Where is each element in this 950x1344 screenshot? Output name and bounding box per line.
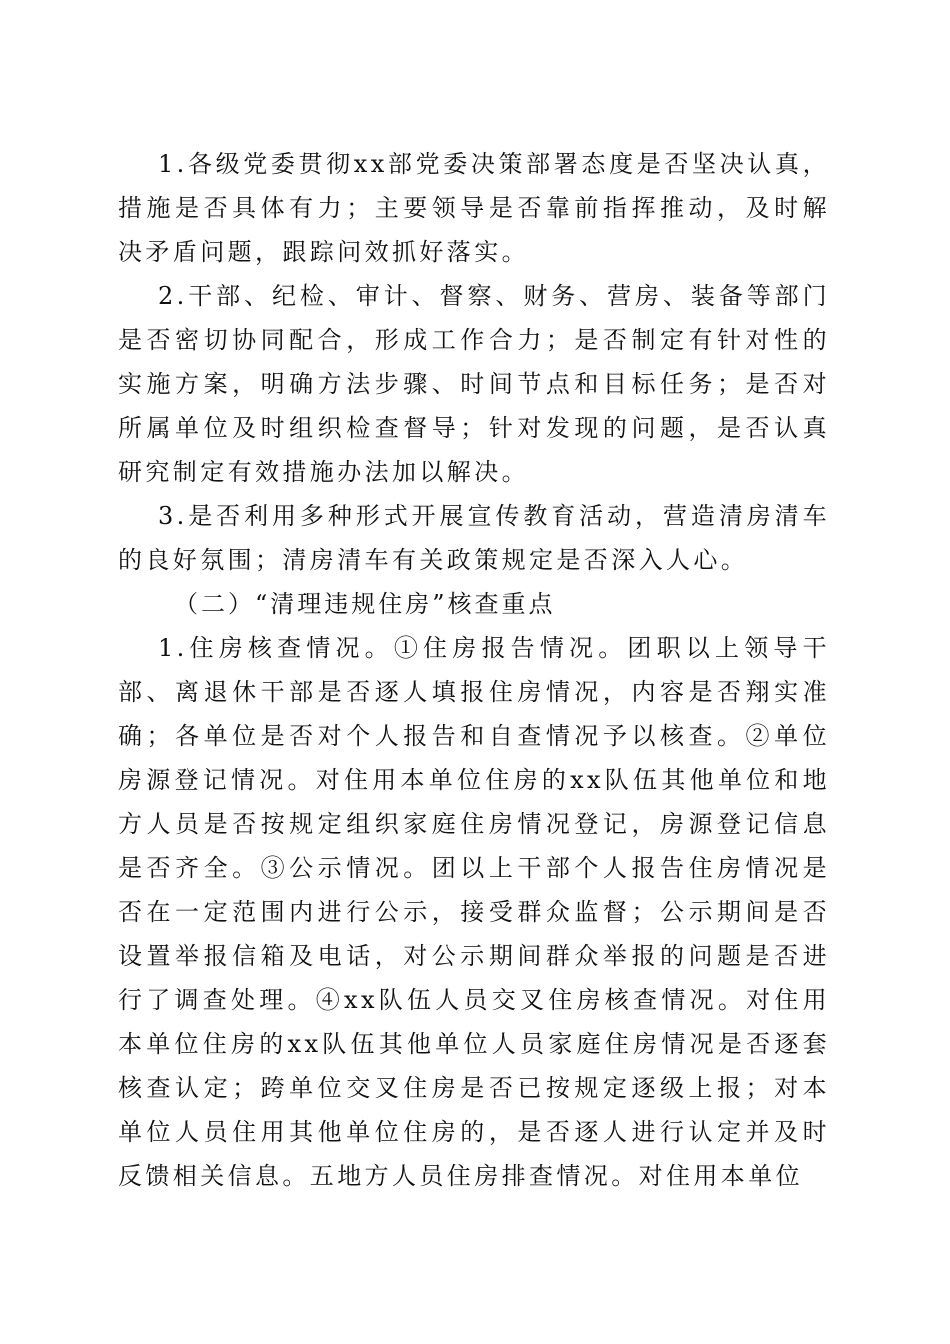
section-heading: （二）“清理违规住房”核查重点 xyxy=(174,590,556,618)
paragraph-2: 2.干部、纪检、审计、督察、财务、营房、装备等部门是否密切协同配合，形成工作合力；是否制定有针对性的实施方案，明确方法步骤、时间节点和目标任务；是否对所属单位及时组织检查督导；针对发现的问题，是否认真研究制定有效措施办法加以解决。 xyxy=(118,282,830,486)
paragraph-4: 1.住房核查情况。①住房报告情况。团职以上领导干部、离退休干部是否逐人填报住房情况，内容是否翔实准确；各单位是否对个人报告和自查情况予以核查。②单位房源登记情况。对住用本单位住房的xx队伍其他单位和地方人员是否按规定组织家庭住房情况登记，房源登记信息是否齐全。③公示情况。团以上干部个人报告住房情况是否在一定范围内进行公示，接受群众监督；公示期间是否设置举报信箱及电话，对公示期间群众举报的问题是否进行了调查处理。④xx队伍人员交叉住房核查情况。对住用本单位住房的xx队伍其他单位人员家庭住房情况是否逐套核查认定；跨单位交叉住房是否已按规定逐级上报；对本单位人员住用其他单位住房的，是否逐人进行认定并及时反馈相关信息。五地方人员住房排查情况。对住用本单位 xyxy=(118,634,830,1190)
paragraph-3: 3.是否利用多种形式开展宣传教育活动，营造清房清车的良好氛围；清房清车有关政策规定是否深入人心。 xyxy=(118,502,830,574)
paragraph-1: 1.各级党委贯彻xx部党委决策部署态度是否坚决认真，措施是否具体有力；主要领导是否靠前指挥推动，及时解决矛盾问题，跟踪问效抓好落实。 xyxy=(118,150,830,266)
document-body xyxy=(118,142,830,1198)
